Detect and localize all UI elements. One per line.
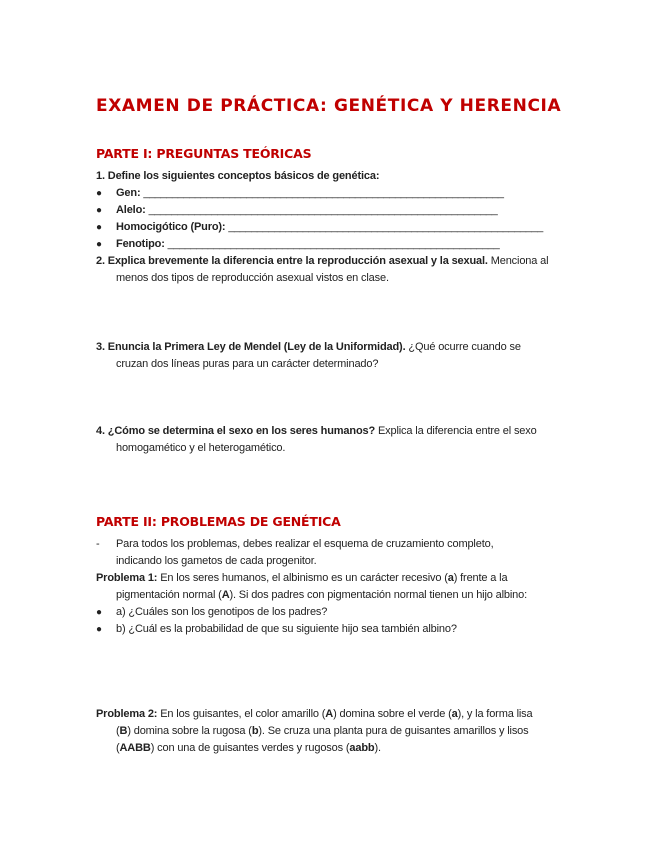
answer-blank[interactable]: _____________________________________________________________ (148, 204, 498, 216)
q3-line1 (96, 339, 521, 356)
term-row-fenotipo (96, 236, 499, 253)
problem2-text: ) con una de guisantes verdes y rugosos ( (150, 742, 350, 754)
problem2-text: ). (374, 742, 381, 754)
problem1-item-b (96, 621, 457, 638)
term-label: Gen: (116, 187, 141, 199)
problem1-line2 (116, 587, 527, 604)
q1-prompt: 1. Define los siguientes conceptos básicos de genética: (96, 170, 380, 182)
allele-symbol: B (119, 725, 128, 737)
bullet-icon: ● (96, 205, 102, 216)
problem1-item-text: a) ¿Cuáles son los genotipos de los padres? (116, 606, 328, 618)
answer-blank[interactable]: __________________________________________________________ (167, 238, 500, 250)
problem2-text: ( (116, 742, 120, 754)
problem2-line1 (96, 706, 533, 723)
bullet-icon: ● (96, 607, 102, 618)
problem1-item-a (96, 604, 327, 621)
term-label: Fenotipo: (116, 238, 165, 250)
instruction-line2: indicando los gametos de cada progenitor. (116, 555, 317, 567)
allele-symbol: a (451, 708, 458, 720)
problem1-text: ) frente a la (453, 572, 508, 584)
part2-heading: PARTE II: PROBLEMAS DE GENÉTICA (96, 514, 341, 529)
problem2-text: ), y la forma lisa (457, 708, 533, 720)
bullet-icon: ● (96, 188, 102, 199)
problem2-text: ) domina sobre el verde ( (333, 708, 452, 720)
problem2-line3 (116, 740, 381, 757)
answer-blank[interactable]: _______________________________________________________________ (143, 187, 504, 199)
exam-title: EXAMEN DE PRÁCTICA: GENÉTICA Y HERENCIA (96, 96, 562, 116)
q3-rest: ¿Qué ocurre cuando se (405, 341, 521, 353)
problem2-text: ) domina sobre la rugosa ( (127, 725, 252, 737)
genotype-symbol: AABB (119, 742, 151, 754)
problem2-text: ). Se cruza una planta pura de guisantes amarillos y lisos (258, 725, 529, 737)
term-row-homocigotico (96, 219, 543, 236)
problem1-text: pigmentación normal ( (116, 589, 222, 601)
term-row-gen (96, 185, 504, 202)
q2-rest: Menciona al (487, 255, 549, 267)
instruction-text: Para todos los problemas, debes realizar el esquema de cruzamiento completo, (116, 538, 494, 550)
problem1-line1 (96, 570, 507, 587)
q4-bold: 4. ¿Cómo se determina el sexo en los seres humanos? (96, 425, 376, 437)
bullet-icon: ● (96, 239, 102, 250)
allele-symbol: A (325, 708, 334, 720)
term-row-alelo (96, 202, 497, 219)
bullet-icon: ● (96, 624, 102, 635)
part1-heading: PARTE I: PREGUNTAS TEÓRICAS (96, 146, 312, 161)
genotype-symbol: aabb (349, 742, 375, 754)
problem1-text: En los seres humanos, el albinismo es un carácter recesivo ( (157, 572, 448, 584)
q3-bold: 3. Enuncia la Primera Ley de Mendel (Ley de la Uniformidad). (96, 341, 406, 353)
bullet-icon: ● (96, 222, 102, 233)
allele-symbol: A (221, 589, 230, 601)
q3-line2: cruzan dos líneas puras para un carácter determinado? (116, 358, 379, 370)
term-label: Alelo: (116, 204, 146, 216)
answer-blank[interactable]: _______________________________________________________ (228, 221, 543, 233)
dash-marker: - (96, 538, 100, 550)
problem2-label: Problema 2: (96, 708, 158, 720)
problem1-text: ). Si dos padres con pigmentación normal tienen un hijo albino: (229, 589, 527, 601)
term-label: Homocigótico (Puro): (116, 221, 226, 233)
problem2-text: ( (116, 725, 120, 737)
problem1-item-text: b) ¿Cuál es la probabilidad de que su siguiente hijo sea también albino? (116, 623, 457, 635)
q4-line1 (96, 423, 537, 440)
allele-symbol: a (447, 572, 454, 584)
allele-symbol: b (251, 725, 259, 737)
instruction-line1 (96, 536, 493, 553)
q2-bold: 2. Explica brevemente la diferencia entre la reproducción asexual y la sexual. (96, 255, 488, 267)
problem1-label: Problema 1: (96, 572, 158, 584)
problem2-line2 (116, 723, 529, 740)
q4-rest: Explica la diferencia entre el sexo (375, 425, 537, 437)
q2-line2: menos dos tipos de reproducción asexual vistos en clase. (116, 272, 389, 284)
q2-line1 (96, 253, 548, 270)
problem2-text: En los guisantes, el color amarillo ( (157, 708, 326, 720)
q4-line2: homogamético y el heterogamético. (116, 442, 286, 454)
